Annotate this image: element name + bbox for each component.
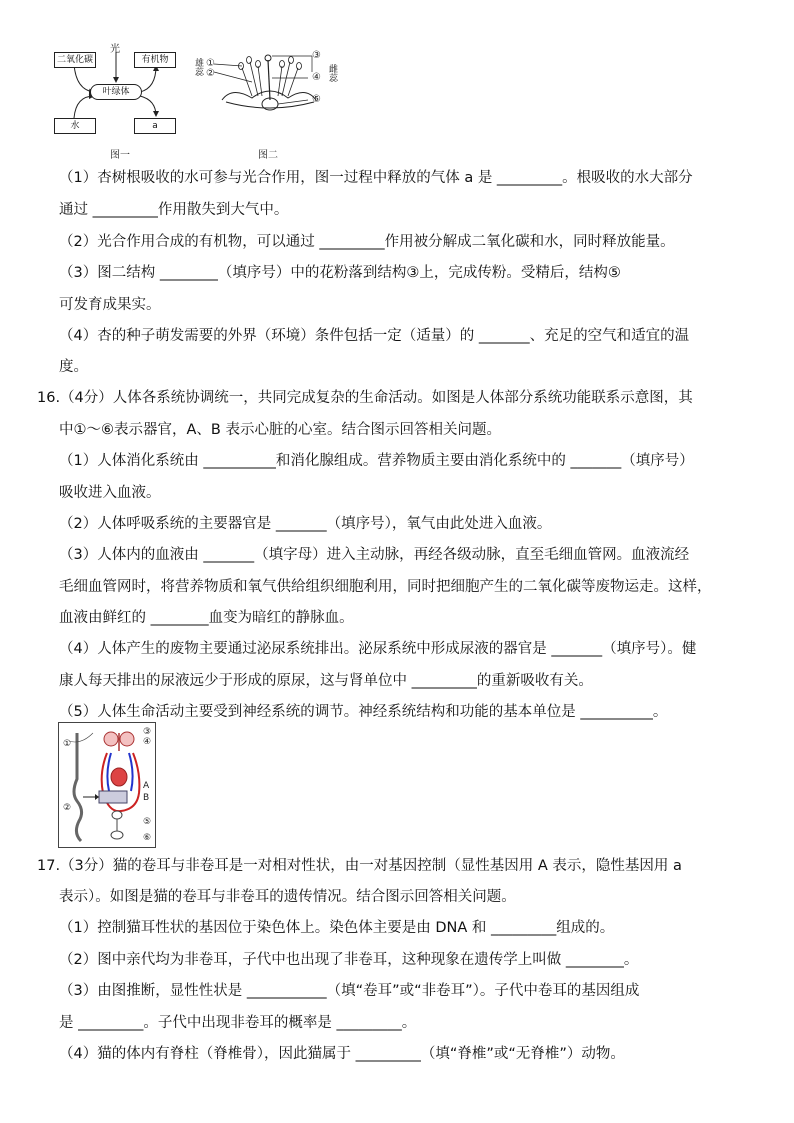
text-line: 通过 _________作用散失到大气中。 (59, 202, 289, 218)
text-line: 16.（4分）人体各系统协调统一，共同完成复杂的生命活动。如图是人体部分系统功能联系示意图，其 (37, 390, 693, 406)
text-line: （3）由图推断，显性性状是 ___________（填“卷耳”或“非卷耳”）。子代中卷耳的基因组成 (59, 983, 640, 999)
organ-6-label: ⑥ (143, 833, 152, 843)
text-line: 康人每天排出的尿液远少于形成的原尿，这与肾单位中 _________的重新吸收有关。 (59, 673, 593, 689)
text-line: 可发育成果实。 (59, 297, 161, 313)
text-line: 表示）。如图是猫的卷耳与非卷耳的遗传情况。结合图示回答相关问题。 (59, 889, 516, 905)
label-4: ④ (312, 72, 321, 83)
organ-4-label: ④ (143, 737, 152, 747)
text-line: （3）人体内的血液由 _______（填字母）进入主动脉，再经各级动脉，直至毛细血管网。血液流经 (59, 547, 690, 563)
organ-5-label: ⑤ (143, 817, 152, 827)
organ-1-label: ① (63, 739, 72, 749)
ventricle-b-label: B (143, 793, 150, 803)
text-line: 是 _________。子代中出现非卷耳的概率是 _________。 (59, 1015, 417, 1031)
text-line: （1）杏树根吸收的水可参与光合作用，图一过程中释放的气体 a 是 _________。根吸收的水大部分 (59, 170, 693, 186)
text-line: 度。 (59, 359, 88, 375)
text-line: （2）光合作用合成的有机物，可以通过 _________作用被分解成二氧化碳和水，同时释放能量。 (59, 234, 675, 250)
chloroplast-box: 叶绿体 (90, 84, 142, 100)
text-line: （5）人体生命活动主要受到神经系统的调节。神经系统结构和功能的基本单位是 __________。 (59, 704, 668, 720)
water-box: 水 (54, 118, 96, 134)
label-5: ⑤ (312, 94, 321, 105)
label-1: ① (206, 58, 215, 69)
text-line: （4）人体产生的废物主要通过泌尿系统排出。泌尿系统中形成尿液的器官是 _______（填序号）。健 (59, 641, 697, 657)
organic-box: 有机物 (134, 52, 176, 68)
co2-box: 二氧化碳 (54, 52, 96, 68)
text-line: （3）图二结构 ________（填序号）中的花粉落到结构③上，完成传粉。受精后，结构⑤ (59, 265, 621, 281)
text-line: 吸收进入血液。 (59, 485, 161, 501)
figure-body-systems (58, 722, 156, 848)
text-line: （4）杏的种子萌发需要的外界（环境）条件包括一定（适量）的 _______、充足的空气和适宜的温 (59, 328, 690, 344)
text-line: 血液由鲜红的 ________血变为暗红的静脉血。 (59, 610, 354, 626)
figure-photosynthesis (52, 38, 182, 163)
label-3: ③ (312, 50, 321, 61)
gas-a-box: a (134, 118, 176, 134)
figure-flower (192, 48, 342, 163)
text-line: 毛细血管网时，将营养物质和氧气供给组织细胞利用，同时把细胞产生的二氧化碳等废物运走。这样， (59, 579, 712, 595)
text-line: （4）猫的体内有脊柱（脊椎骨），因此猫属于 _________（填“脊椎”或“无脊椎”）动物。 (59, 1046, 625, 1062)
text-line: 中①～⑥表示器官，A、B 表示心脏的心室。结合图示回答相关问题。 (59, 422, 501, 438)
text-line: 17.（3分）猫的卷耳与非卷耳是一对相对性状，由一对基因控制（显性基因用 A 表示，隐性基因用 a (37, 858, 682, 874)
text-line: （2）图中亲代均为非卷耳，子代中也出现了非卷耳，这种现象在遗传学上叫做 ________。 (59, 952, 639, 968)
figure1-caption: 图一 (110, 150, 130, 161)
figure2-caption: 图二 (258, 150, 278, 161)
ventricle-a-label: A (143, 781, 150, 791)
body-systems-drawing (59, 723, 155, 847)
light-label: 光 (110, 44, 120, 55)
label-2: ② (206, 68, 215, 79)
text-line: （1）控制猫耳性状的基因位于染色体上。染色体主要是由 DNA 和 _________组成的。 (59, 920, 615, 936)
organ-2-label: ② (63, 803, 72, 813)
stamen-label: 雄蕊 (193, 58, 203, 76)
organ-3-label: ③ (143, 727, 152, 737)
text-line: （1）人体消化系统由 __________和消化腺组成。营养物质主要由消化系统中的 _______（填序号） (59, 453, 694, 469)
pistil-label: 雌蕊 (327, 64, 337, 82)
text-line: （2）人体呼吸系统的主要器官是 _______（填序号），氧气由此处进入血液。 (59, 516, 552, 532)
